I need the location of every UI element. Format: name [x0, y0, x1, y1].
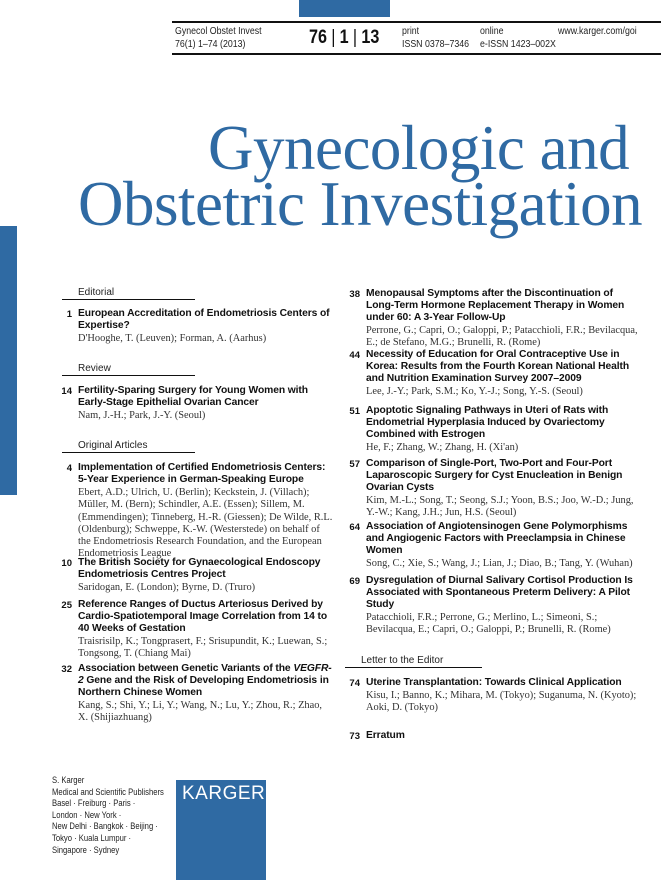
page-number: 1	[66, 309, 72, 320]
article-authors: Nam, J.-H.; Park, J.-Y. (Seoul)	[78, 410, 206, 421]
page-number: 38	[349, 289, 360, 300]
header-bottom-rule	[172, 53, 661, 55]
page-number: 32	[61, 664, 72, 675]
toc-entry[interactable]	[342, 730, 642, 743]
article-title[interactable]: Fertility-Sparing Surgery for Young Women with Early-Stage Epithelial Ovarian Cancer	[78, 385, 308, 408]
article-title[interactable]: Dysregulation of Diurnal Salivary Cortisol Production Is Associated with Spontaneous Preterm Delivery: A Pilot Study	[366, 575, 633, 610]
section-rule	[62, 299, 195, 300]
article-authors: Song, C.; Xie, S.; Wang, J.; Lian, J.; Diao, B.; Tang, Y. (Wuhan)	[366, 558, 633, 569]
article-title[interactable]: Implementation of Certified Endometriosis Centers: 5-Year Experience in German-Speaking Europe	[78, 462, 326, 485]
toc-entry[interactable]	[54, 599, 334, 661]
karger-logo	[176, 780, 266, 880]
section-heading: Letter to the Editor	[361, 655, 444, 666]
issue: 1	[339, 27, 349, 48]
page-number: 25	[61, 600, 72, 611]
article-authors: Kang, S.; Shi, Y.; Li, Y.; Wang, N.; Lu, Y.; Zhou, R.; Zhao, X. (Shijiazhuang)	[78, 700, 323, 724]
article-title[interactable]: Association between Genetic Variants of the VEGFR-2 Gene and the Risk of Developing Endometriosis in Northern Chinese Women	[78, 663, 332, 698]
toc-entry[interactable]	[54, 663, 334, 725]
toc-entry[interactable]	[342, 575, 642, 637]
publisher-line: Medical and Scientific Publishers	[52, 786, 164, 797]
page-number: 69	[349, 576, 360, 587]
publisher-line: Tokyo · Kuala Lumpur ·	[52, 832, 132, 843]
publisher-line: Basel · Freiburg · Paris ·	[52, 798, 136, 809]
publisher-line: Singapore · Sydney	[52, 844, 120, 855]
publisher-info	[52, 775, 164, 856]
article-authors: D'Hooghe, T. (Leuven); Forman, A. (Aarhus)	[78, 333, 267, 344]
article-authors: Lee, J.-Y.; Park, S.M.; Ko, Y.-J.; Song, Y.-S. (Seoul)	[366, 386, 583, 397]
page-number: 73	[349, 731, 360, 742]
article-title[interactable]: Erratum	[366, 730, 405, 741]
page-number: 4	[66, 463, 72, 474]
article-title[interactable]: European Accreditation of Endometriosis Centers of Expertise?	[78, 308, 330, 331]
article-title[interactable]: The British Society for Gynaecological Endoscopy Endometriosis Centres Project	[78, 557, 321, 580]
page-number: 57	[349, 459, 360, 470]
toc-entry[interactable]	[54, 557, 334, 594]
article-authors: Ebert, A.D.; Ulrich, U. (Berlin); Keckstein, J. (Villach); Müller, M. (Bern); Schindler, A.E. (Essen); Sillem, M. (Emmendingen); Tinneberg, H.-R. (Giessen); De Wilde, R.L. (Oldenburg); Schweppe, K.-W. (Westerstede) on behalf of the Endometriosis Research Foundation, and the European Endometriosis League	[78, 487, 333, 560]
toc-entry[interactable]	[342, 458, 642, 520]
toc-entry[interactable]	[54, 462, 334, 561]
page-number: 44	[349, 350, 360, 361]
section-heading: Editorial	[78, 287, 115, 298]
issue-number: 76 | 1 | 13	[309, 27, 380, 48]
article-authors: Perrone, G.; Capri, O.; Galoppi, P.; Patacchioli, F.R.; Bevilacqua, E.; de Stefano, M.G.; Brunelli, R. (Rome)	[366, 325, 638, 349]
journal-title-line1: Gynecologic and	[208, 113, 630, 183]
side-color-bar	[0, 226, 17, 495]
section-rule	[62, 375, 195, 376]
citation: 76(1) 1–74 (2013)	[175, 39, 246, 50]
journal-abbrev: Gynecol Obstet Invest	[175, 26, 262, 37]
page-number: 51	[349, 406, 360, 417]
header-top-rule	[172, 21, 661, 23]
print-issn: ISSN 0378–7346	[402, 39, 470, 50]
section-rule	[345, 667, 482, 668]
toc-entry[interactable]	[54, 308, 334, 345]
article-title[interactable]: Menopausal Symptoms after the Discontinuation of Long-Term Hormone Replacement Therapy in Women under 60: A 3-Year Follow-Up	[366, 288, 625, 323]
section-heading: Review	[78, 363, 111, 374]
toc-entry[interactable]	[342, 349, 642, 398]
journal-title-line2: Obstetric Investigation	[78, 169, 643, 239]
publisher-line: New Delhi · Bangkok · Beijing ·	[52, 821, 158, 832]
article-title[interactable]: Uterine Transplantation: Towards Clinical Application	[366, 677, 622, 688]
page-number: 74	[349, 678, 360, 689]
toc-entry[interactable]	[342, 405, 642, 454]
article-authors: Kim, M.-L.; Song, T.; Seong, S.J.; Yoon, B.S.; Joo, W.-D.; Jung, Y.-W.; Kang, J.H.; Jun, H.S. (Seoul)	[366, 495, 634, 519]
toc-entry[interactable]	[342, 677, 642, 715]
page-number: 14	[61, 386, 72, 397]
article-authors: He, F.; Zhang, W.; Zhang, H. (Xi'an)	[366, 442, 519, 453]
article-authors: Kisu, I.; Banno, K.; Mihara, M. (Tokyo); Suganuma, N. (Kyoto); Aoki, D. (Tokyo)	[366, 690, 637, 714]
year: 13	[361, 27, 380, 48]
toc-entry[interactable]	[54, 385, 334, 422]
page-number: 10	[61, 558, 72, 569]
article-title[interactable]: Apoptotic Signaling Pathways in Uteri of Rats with Endometrial Hyperplasia Induced by Ovariectomy Combined with Estrogen	[366, 405, 609, 440]
article-title[interactable]: Reference Ranges of Ductus Arteriosus Derived by Cardio-Spatiotemporal Image Correlation from 14 to 40 Weeks of Gestation	[78, 599, 328, 634]
volume: 76	[309, 27, 327, 48]
article-authors: Traisrisilp, K.; Tongprasert, F.; Srisupundit, K.; Luewan, S.; Tongsong, T. (Chiang Mai)	[78, 636, 328, 660]
article-title[interactable]: Necessity of Education for Oral Contraceptive Use in Korea: Results from the Fourth Korean National Health and Nutrition Examination Survey 2007–2009	[366, 349, 630, 384]
article-title[interactable]: Association of Angiotensinogen Gene Polymorphisms and Angiogenic Factors with Preeclampsia in Chinese Women	[366, 521, 628, 556]
karger-logo-text: KARGER	[182, 783, 266, 804]
print-label: print	[402, 26, 420, 37]
section-rule	[62, 452, 195, 453]
journal-url[interactable]: www.karger.com/goi	[558, 26, 637, 37]
publisher-name: S. Karger	[52, 775, 85, 785]
article-authors: Saridogan, E. (London); Byrne, D. (Truro)	[78, 582, 256, 593]
page-number: 64	[349, 522, 360, 533]
publisher-line: London · New York ·	[52, 809, 122, 820]
article-title[interactable]: Comparison of Single-Port, Two-Port and Four-Port Laparoscopic Surgery for Cyst Enucleation in Benign Ovarian Cysts	[366, 458, 623, 493]
section-heading: Original Articles	[78, 440, 148, 451]
article-authors: Patacchioli, F.R.; Perrone, G.; Merlino, L.; Simeoni, S.; Bevilacqua, E.; Capri, O.; Galoppi, P.; Brunelli, R. (Rome)	[366, 612, 611, 636]
online-issn: e-ISSN 1423–002X	[480, 39, 556, 50]
online-label: online	[480, 26, 504, 37]
top-color-tab	[299, 0, 390, 17]
toc-entry[interactable]	[342, 521, 642, 570]
toc-entry[interactable]	[342, 288, 642, 350]
